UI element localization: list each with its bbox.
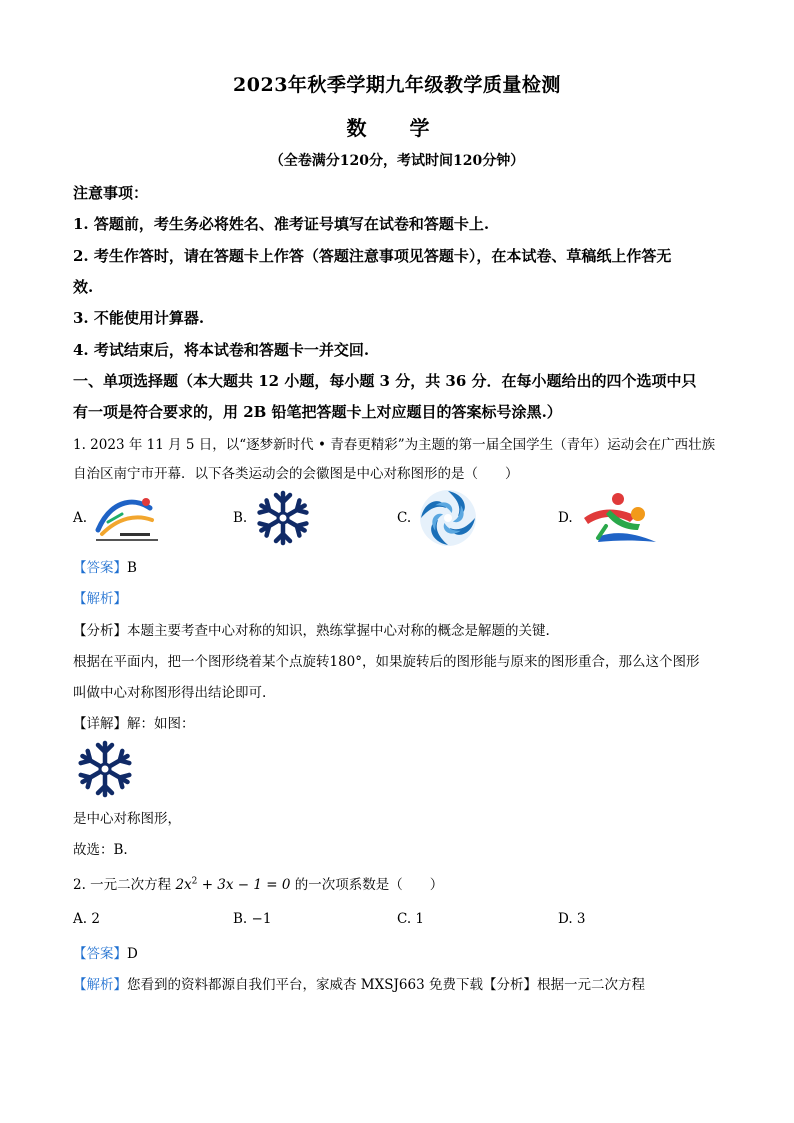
notice-item-2-cont: 效. [73, 278, 94, 296]
q1-conclusion: 是中心对称图形， [73, 811, 181, 827]
q1-choose: 故选：B. [73, 842, 128, 858]
q2-answer: D [127, 946, 138, 962]
notice-item-3: 3. 不能使用计算器. [73, 309, 205, 327]
q2-option-c: C. 1 [397, 911, 425, 927]
q1-answer: B [127, 560, 137, 576]
q1-explain-line1: 根据在平面内，把一个图形绕着某个点旋转180°，如果旋转后的图形能与原来的图形重合，那么这个图形 [73, 654, 700, 670]
q1-option-c-label: C. [397, 510, 412, 526]
subject-title: 数 学 [346, 116, 448, 140]
snowflake-figure-icon [76, 740, 134, 802]
notice-heading: 注意事项： [73, 184, 149, 202]
q2-fenxi-text: 根据一元二次方程 [536, 977, 645, 993]
q1-explain-line2: 叫做中心对称图形得出结论即可. [73, 685, 267, 701]
q2-option-b: B. −1 [233, 911, 272, 927]
q1-option-b-label: B. [233, 510, 248, 526]
exam-title: 2023年秋季学期九年级教学质量检测 [233, 74, 561, 96]
q2-option-a: A. 2 [73, 911, 100, 927]
snowflake-icon [255, 490, 311, 550]
section-heading-line2: 有一项是符合要求的，用 2B 铅笔把答题卡上对应题目的答案标号涂黑.） [73, 403, 562, 421]
q1-detail-tag: 【详解】 [73, 716, 127, 732]
q1-stem-line1: 1. 2023 年 11 月 5 日，以“逐梦新时代 • 青春更精彩”为主题的第一届全国学生（青年）运动会在广西壮族 [73, 437, 716, 453]
q2-analysis-tag: 【解析】 [73, 977, 127, 993]
q1-answer-tag: 【答案】 [73, 560, 127, 576]
logo-a-icon [92, 492, 162, 548]
q2-fenxi-tag: 【分析】 [482, 977, 537, 993]
q1-detail-text: 解：如图： [127, 716, 195, 732]
q2-equation-exp: 2 [191, 876, 198, 887]
q2-equation-a: 2x [175, 877, 192, 893]
q1-stem-line2: 自治区南宁市开幕．以下各类运动会的会徽图是中心对称图形的是（ ） [73, 466, 519, 482]
q1-option-a-label: A. [73, 510, 88, 526]
q1-analysis-tag: 【解析】 [73, 591, 127, 607]
q2-analysis-text: 您看到的资料都源自我们平台，家威杏 MXSJ663 免费下载 [127, 977, 483, 993]
q1-option-d-label: D. [558, 510, 573, 526]
q1-fenxi-tag: 【分析】 [73, 623, 127, 639]
q2-stem-prefix: 2. 一元二次方程 [73, 877, 172, 893]
score-info: （全卷满分120分，考试时间120分钟） [269, 153, 525, 169]
sports-figure-logo-icon [580, 490, 660, 552]
q2-option-d: D. 3 [558, 911, 586, 927]
q1-fenxi-text: 本题主要考查中心对称的知识，熟练掌握中心对称的概念是解题的关键. [127, 623, 550, 639]
swirl-logo-icon [418, 488, 478, 552]
q2-stem [73, 873, 443, 893]
notice-item-1: 1. 答题前，考生务必将姓名、准考证号填写在试卷和答题卡上. [73, 215, 490, 233]
q2-stem-suffix: 的一次项系数是（ ） [294, 877, 444, 893]
notice-item-4: 4. 考试结束后，将本试卷和答题卡一并交回. [73, 341, 370, 359]
section-heading-line1: 一、单项选择题（本大题共 12 小题，每小题 3 分，共 36 分．在每小题给出的四个选项中只 [73, 372, 697, 390]
q2-equation-b: + 3x − 1 = 0 [197, 877, 291, 893]
notice-item-2: 2. 考生作答时，请在答题卡上作答（答题注意事项见答题卡），在本试卷、草稿纸上作答无 [73, 247, 672, 265]
q2-answer-tag: 【答案】 [73, 946, 127, 962]
